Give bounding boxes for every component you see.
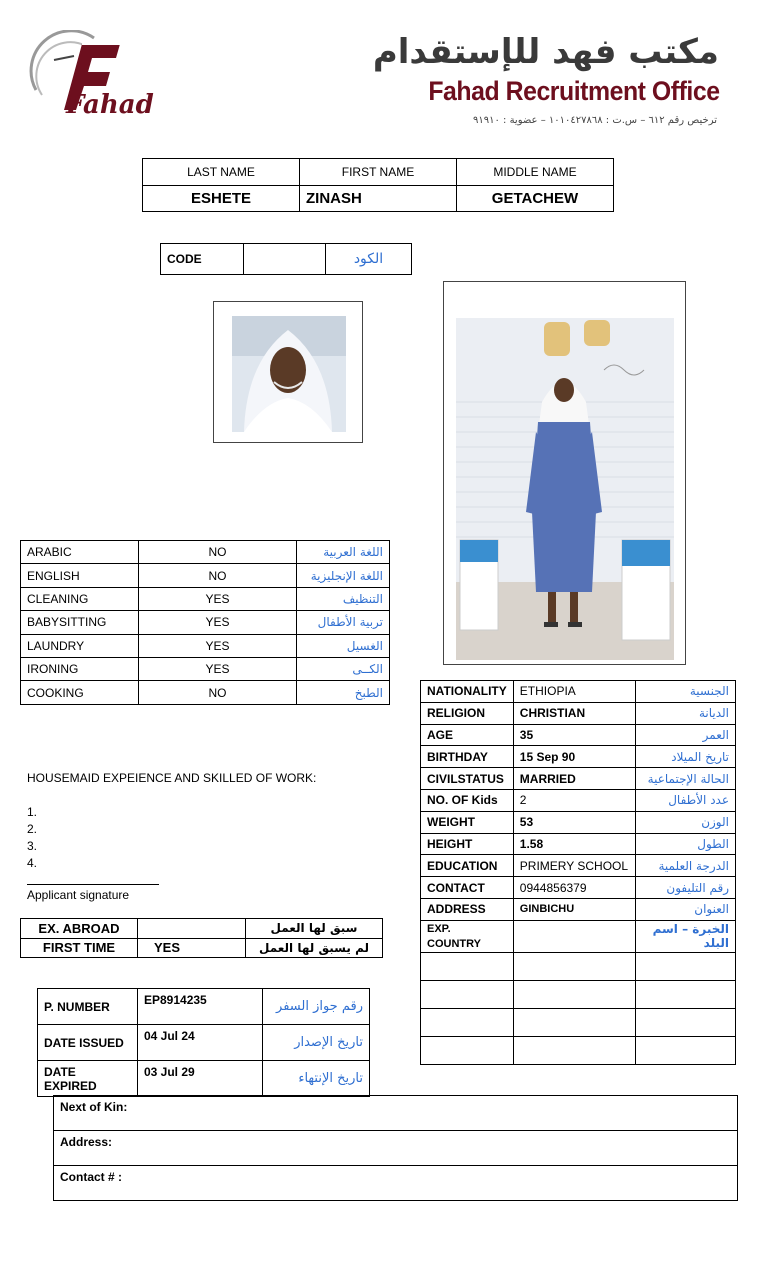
info-label-arabic: العنوان xyxy=(635,898,735,920)
skill-label-arabic: اللغة الإنجليزية xyxy=(297,564,390,587)
list-item: 3. xyxy=(27,839,38,853)
info-label-arabic: الديانة xyxy=(635,702,735,724)
license-line: ترخيص رقم ٦١٢ – س.ت : ١٠١٠٤٢٧٨٦٨ – عضوية : ٩١٩١٠ xyxy=(472,115,717,126)
experience-list xyxy=(27,804,37,872)
full-body-photo xyxy=(443,281,686,665)
passport-table xyxy=(37,988,370,1097)
info-value: 0944856379 xyxy=(513,877,635,899)
info-label: HEIGHT xyxy=(421,833,514,855)
empty-cell xyxy=(421,1008,514,1036)
empty-cell xyxy=(635,1036,735,1064)
skill-value: NO xyxy=(139,564,297,587)
info-row xyxy=(421,681,736,703)
exp-country-value xyxy=(513,920,635,952)
date-issued-value: 04 Jul 24 xyxy=(138,1025,263,1061)
first-name-header: FIRST NAME xyxy=(300,159,457,186)
first-time-arabic: لم يسبق لها العمل xyxy=(246,938,383,958)
empty-cell xyxy=(513,980,635,1008)
skill-row xyxy=(21,587,390,610)
skill-label: IRONING xyxy=(21,657,139,680)
date-issued-arabic: تاريخ الإصدار xyxy=(263,1025,370,1061)
first-time-value: YES xyxy=(138,938,246,958)
info-label-arabic: الجنسية xyxy=(635,681,735,703)
date-expired-label: DATE EXPIRED xyxy=(38,1061,138,1097)
skill-value: NO xyxy=(139,681,297,704)
skill-label-arabic: تربية الأطفال xyxy=(297,611,390,634)
skill-label: LAUNDRY xyxy=(21,634,139,657)
code-label: CODE xyxy=(161,244,244,275)
office-name-english: Fahad Recruitment Office xyxy=(428,76,720,106)
info-value: 53 xyxy=(513,811,635,833)
skill-value: YES xyxy=(139,634,297,657)
skill-label: COOKING xyxy=(21,681,139,704)
info-value: MARRIED xyxy=(513,768,635,790)
info-row xyxy=(421,789,736,811)
info-value: PRIMERY SCHOOL xyxy=(513,855,635,877)
passport-number-arabic: رقم جواز السفر xyxy=(263,989,370,1025)
skill-row xyxy=(21,634,390,657)
ex-abroad-value xyxy=(138,919,246,939)
info-value: 35 xyxy=(513,724,635,746)
date-issued-label: DATE ISSUED xyxy=(38,1025,138,1061)
fahad-logo xyxy=(24,30,154,130)
first-time-label: FIRST TIME xyxy=(21,938,138,958)
empty-cell xyxy=(635,980,735,1008)
skill-value: YES xyxy=(139,611,297,634)
signature-label: Applicant signature xyxy=(27,888,130,902)
list-item: 1. xyxy=(27,805,38,819)
skill-label-arabic: الطبخ xyxy=(297,681,390,704)
empty-cell xyxy=(513,1036,635,1064)
name-table xyxy=(142,158,614,212)
skill-value: YES xyxy=(139,657,297,680)
office-name-arabic: مكتب فهد للإستقدام xyxy=(372,32,719,72)
skill-label-arabic: التنظيف xyxy=(297,587,390,610)
empty-cell xyxy=(421,952,514,980)
last-name-header: LAST NAME xyxy=(143,159,300,186)
info-label-arabic: العمر xyxy=(635,724,735,746)
code-table xyxy=(160,243,412,275)
empty-cell xyxy=(421,980,514,1008)
skill-row xyxy=(21,681,390,704)
info-label: CONTACT xyxy=(421,877,514,899)
info-label-arabic: الحالة الإجتماعية xyxy=(635,768,735,790)
skill-label: ENGLISH xyxy=(21,564,139,587)
date-expired-value: 03 Jul 29 xyxy=(138,1061,263,1097)
next-of-kin-label: Next of Kin: xyxy=(54,1096,738,1131)
code-label-arabic: الكود xyxy=(326,244,412,275)
logo-text: Fahad xyxy=(66,90,154,120)
info-label: BIRTHDAY xyxy=(421,746,514,768)
info-label: NATIONALITY xyxy=(421,681,514,703)
personal-info-table xyxy=(420,680,736,1065)
info-row xyxy=(421,724,736,746)
info-row xyxy=(421,702,736,724)
info-label: ADDRESS xyxy=(421,898,514,920)
info-label: AGE xyxy=(421,724,514,746)
info-label-arabic: الوزن xyxy=(635,811,735,833)
empty-cell xyxy=(635,1008,735,1036)
info-value: GINBICHU xyxy=(513,898,635,920)
portrait-photo xyxy=(213,301,363,443)
middle-name-value: GETACHEW xyxy=(457,186,614,212)
info-value: 15 Sep 90 xyxy=(513,746,635,768)
info-label-arabic: رقم التليفون xyxy=(635,877,735,899)
skill-label-arabic: الكــى xyxy=(297,657,390,680)
info-value: 1.58 xyxy=(513,833,635,855)
info-row xyxy=(421,855,736,877)
list-item: 2. xyxy=(27,822,38,836)
info-label: RELIGION xyxy=(421,702,514,724)
kin-contact-label: Contact # : xyxy=(54,1166,738,1201)
exp-country-arabic: الخبرة – اسم البلد xyxy=(635,920,735,952)
signature-line xyxy=(27,884,159,885)
info-label-arabic: الطول xyxy=(635,833,735,855)
skills-table xyxy=(20,540,390,705)
info-value: CHRISTIAN xyxy=(513,702,635,724)
info-label: CIVILSTATUS xyxy=(421,768,514,790)
date-expired-arabic: تاريخ الإنتهاء xyxy=(263,1061,370,1097)
info-row xyxy=(421,877,736,899)
info-row xyxy=(421,898,736,920)
middle-name-header: MIDDLE NAME xyxy=(457,159,614,186)
skill-row xyxy=(21,564,390,587)
list-item: 4. xyxy=(27,856,38,870)
last-name-value: ESHETE xyxy=(143,186,300,212)
ex-abroad-label: EX. ABROAD xyxy=(21,919,138,939)
empty-cell xyxy=(513,1008,635,1036)
info-row xyxy=(421,833,736,855)
info-row xyxy=(421,746,736,768)
empty-cell xyxy=(635,952,735,980)
skill-row xyxy=(21,541,390,564)
skill-label-arabic: الغسيل xyxy=(297,634,390,657)
skill-label: ARABIC xyxy=(21,541,139,564)
skill-label: CLEANING xyxy=(21,587,139,610)
info-label-arabic: عدد الأطفال xyxy=(635,789,735,811)
info-value: ETHIOPIA xyxy=(513,681,635,703)
kin-address-label: Address: xyxy=(54,1131,738,1166)
first-name-value: ZINASH xyxy=(300,186,457,212)
info-label: EDUCATION xyxy=(421,855,514,877)
abroad-table xyxy=(20,918,383,958)
skill-value: YES xyxy=(139,587,297,610)
skill-row xyxy=(21,611,390,634)
code-value xyxy=(244,244,326,275)
info-label-arabic: الدرجة العلمية xyxy=(635,855,735,877)
empty-cell xyxy=(513,952,635,980)
info-label-arabic: تاريخ الميلاد xyxy=(635,746,735,768)
skill-label: BABYSITTING xyxy=(21,611,139,634)
housemaid-experience-title: HOUSEMAID EXPEIENCE AND SKILLED OF WORK: xyxy=(27,771,317,785)
passport-number-value: EP8914235 xyxy=(138,989,263,1025)
next-of-kin-table xyxy=(53,1095,738,1201)
info-row xyxy=(421,811,736,833)
exp-country-label: EXP. COUNTRY xyxy=(421,920,514,952)
info-value: 2 xyxy=(513,789,635,811)
skill-row xyxy=(21,657,390,680)
info-label: WEIGHT xyxy=(421,811,514,833)
skill-value: NO xyxy=(139,541,297,564)
ex-abroad-arabic: سبق لها العمل xyxy=(246,919,383,939)
skill-label-arabic: اللغة العربية xyxy=(297,541,390,564)
info-row xyxy=(421,768,736,790)
passport-number-label: P. NUMBER xyxy=(38,989,138,1025)
info-label: NO. OF Kids xyxy=(421,789,514,811)
empty-cell xyxy=(421,1036,514,1064)
